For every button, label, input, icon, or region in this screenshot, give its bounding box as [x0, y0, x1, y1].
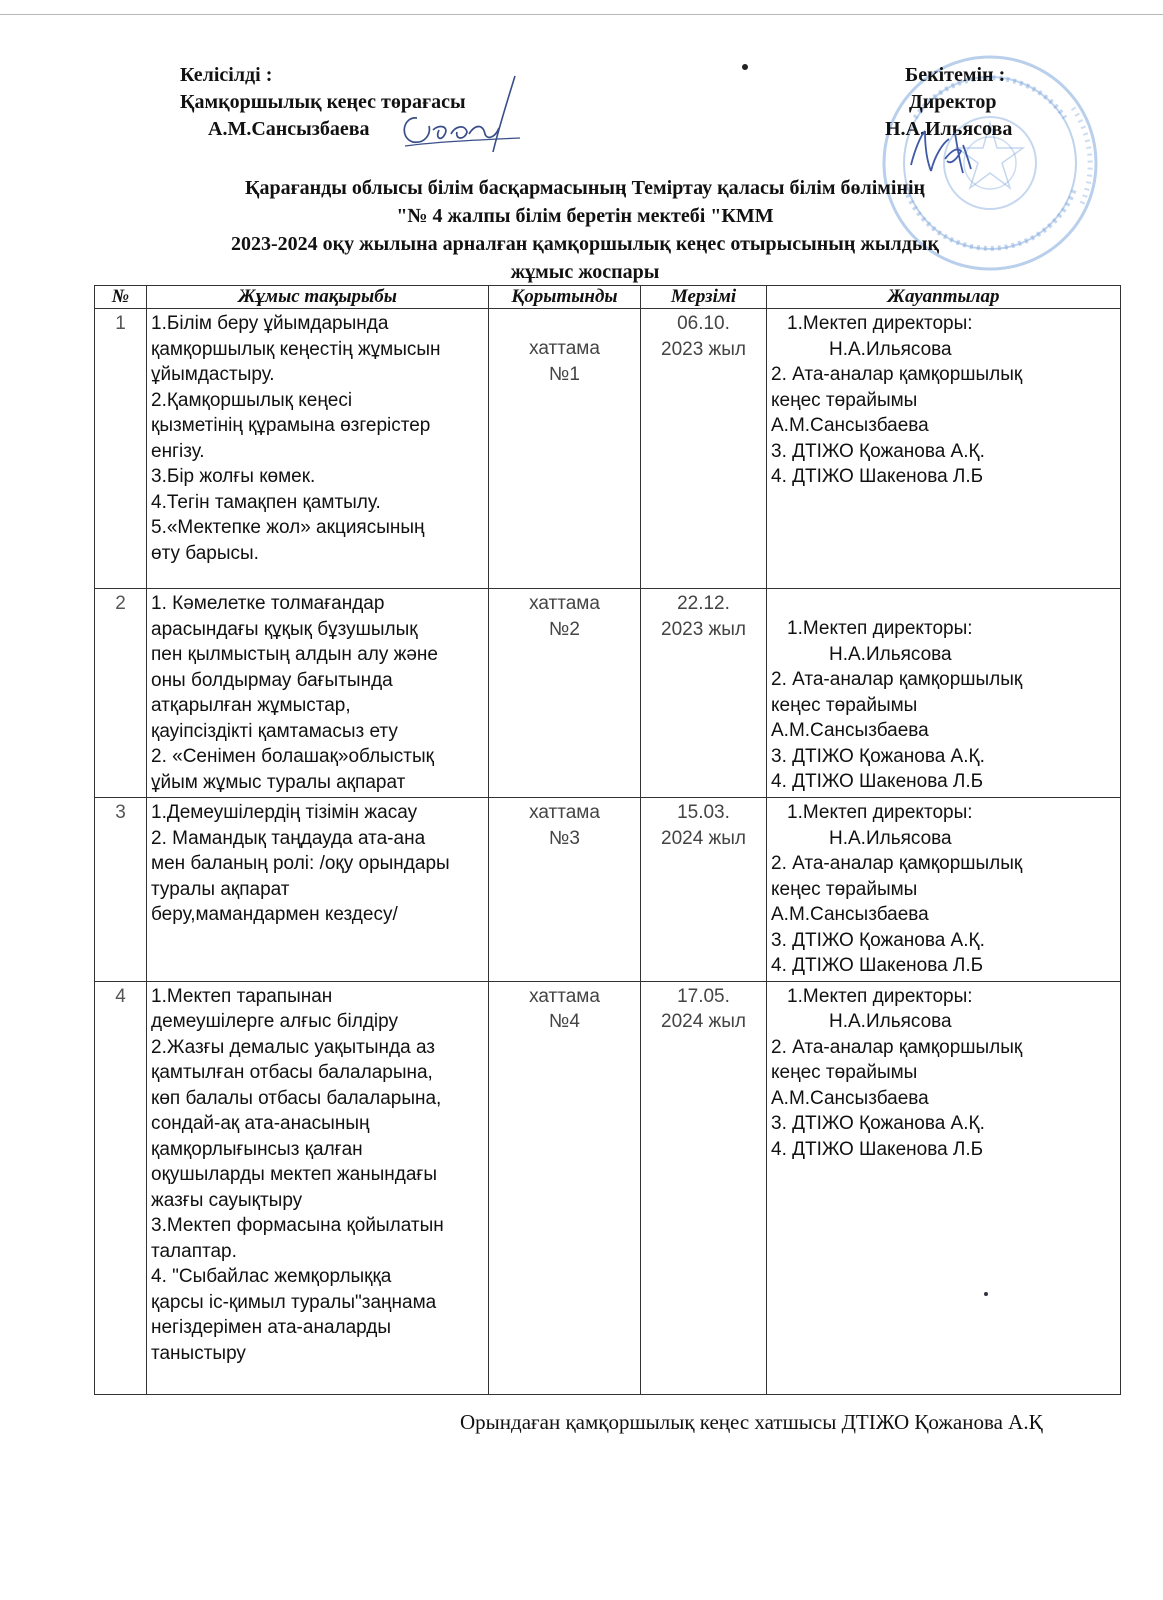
- row-deadline: 15.03. 2024 жыл: [641, 798, 767, 982]
- row-topic: 1.Білім беру ұйымдарында қамқоршылық кеңестің жұмысын ұйымдастыру. 2.Қамқоршылық кеңесі қызметінің құрамына өзгерістер енгізу. 3.Бір жолғы көмек. 4.Тегін тамақпен қамтылу. 5.«Мектепке жол» акциясының өту барысы.: [147, 309, 489, 589]
- agreed-label: Келісілді :: [180, 64, 273, 86]
- agreed-position: Қамқоршылық кеңес төрағасы: [180, 91, 466, 113]
- row-result: хаттама №1: [489, 309, 641, 589]
- approved-label: Бекітемін :: [905, 64, 1006, 86]
- row-responsible: 1.Мектеп директоры: Н.А.Ильясова 2. Ата-аналар қамқоршылық кеңес төрайымы А.М.Сансызбаева 3. ДТІЖО Қожанова А.Қ. 4. ДТІЖО Шакенова Л.Б: [767, 309, 1121, 589]
- row-topic: 1.Мектеп тарапынан демеушілерге алғыс білдіру 2.Жазғы демалыс уақытында аз қамтылған отбасы балаларына, көп балалы отбасы балаларына, сондай-ақ ата-анасының қамқорлығынсыз қалған оқушыларды мектеп жанындағы жазғы сауықтыру 3.Мектеп формасына қойылатын талаптар. 4. "Сыбайлас жемқорлыққа қарсы іс-қимыл туралы"заңнама негіздерімен ата-аналарды таныстыру: [147, 981, 489, 1394]
- table-row: [95, 981, 1121, 1394]
- row-responsible: 1.Мектеп директоры: Н.А.Ильясова 2. Ата-аналар қамқоршылық кеңес төрайымы А.М.Сансызбаева 3. ДТІЖО Қожанова А.Қ. 4. ДТІЖО Шакенова Л.Б: [767, 798, 1121, 982]
- row-deadline: 06.10. 2023 жыл: [641, 309, 767, 589]
- table-row: [95, 589, 1121, 798]
- row-result: хаттама №4: [489, 981, 641, 1394]
- row-deadline: 22.12. 2023 жыл: [641, 589, 767, 798]
- column-header-topic: Жұмыс тақырыбы: [147, 286, 489, 309]
- row-topic: 1.Демеушілердің тізімін жасау 2. Мамандық таңдауда ата-ана мен баланың ролі: /оқу орындары туралы ақпарат беру,мамандармен кездесу/: [147, 798, 489, 982]
- title-line-4: жұмыс жоспары: [510, 261, 660, 283]
- table-row: [95, 798, 1121, 982]
- row-deadline: 17.05. 2024 жыл: [641, 981, 767, 1394]
- approved-position: Директор: [909, 91, 997, 113]
- ink-speck: [984, 1292, 988, 1296]
- title-line-2: "№ 4 жалпы білім беретін мектебі "КММ: [396, 205, 774, 227]
- row-topic: 1. Кәмелетке толмағандар арасындағы құқық бұзушылық пен қылмыстың алдын алу және оны болдырмау бағытында атқарылған жұмыстар, қауіпсіздікті қамтамасыз ету 2. «Сенімен болашақ»облыстық ұйым жұмыс туралы ақпарат: [147, 589, 489, 798]
- table-row: [95, 309, 1121, 589]
- row-result: хаттама №3: [489, 798, 641, 982]
- director-signature: [905, 125, 975, 180]
- footer-executor: Орындаған қамқоршылық кеңес хатшысы ДТІЖО Қожанова А.Қ: [460, 1410, 1043, 1434]
- row-number: 2: [95, 589, 147, 798]
- table-header-row: [95, 286, 1121, 309]
- agreed-name: А.М.Сансызбаева: [208, 118, 370, 140]
- chairperson-signature: [395, 72, 535, 162]
- column-header-deadline: Мерзімі: [641, 286, 767, 309]
- column-header-number: №: [95, 286, 147, 309]
- approved-name: Н.А.Ильясова: [885, 118, 1013, 140]
- row-number: 3: [95, 798, 147, 982]
- scan-top-edge: [0, 14, 1163, 15]
- column-header-result: Қорытынды: [489, 286, 641, 309]
- work-plan-table: [94, 285, 1121, 1395]
- column-header-responsible: Жауаптылар: [767, 286, 1121, 309]
- row-result: хаттама №2: [489, 589, 641, 798]
- document-title: [80, 174, 1090, 286]
- title-line-3: 2023-2024 оқу жылына арналған қамқоршылық кеңес отырысының жылдық: [230, 233, 940, 255]
- row-number: 1: [95, 309, 147, 589]
- row-number: 4: [95, 981, 147, 1394]
- title-line-1: Қарағанды облысы білім басқармасының Теміртау қаласы білім бөлімінің: [244, 177, 926, 199]
- row-responsible: 1.Мектеп директоры: Н.А.Ильясова 2. Ата-аналар қамқоршылық кеңес төрайымы А.М.Сансызбаева 3. ДТІЖО Қожанова А.Қ. 4. ДТІЖО Шакенова Л.Б: [767, 981, 1121, 1394]
- ink-mark: [742, 64, 748, 70]
- row-responsible: 1.Мектеп директоры: Н.А.Ильясова 2. Ата-аналар қамқоршылық кеңес төрайымы А.М.Сансызбаева 3. ДТІЖО Қожанова А.Қ. 4. ДТІЖО Шакенова Л.Б: [767, 589, 1121, 798]
